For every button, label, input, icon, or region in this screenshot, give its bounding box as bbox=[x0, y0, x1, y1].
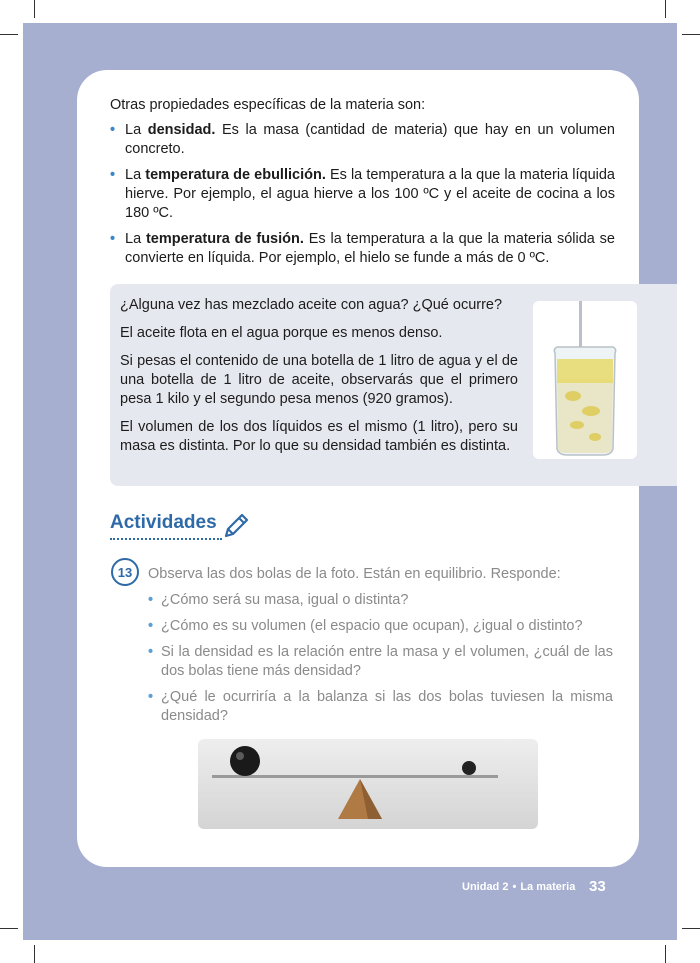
large-ball bbox=[230, 746, 260, 776]
bullet-dot: • bbox=[148, 618, 154, 634]
properties-list bbox=[110, 121, 615, 268]
bullet-dot: • bbox=[110, 122, 116, 138]
balance-photo bbox=[198, 739, 538, 829]
term-ebullicion: temperatura de ebullición. bbox=[145, 167, 326, 183]
water-layer bbox=[557, 379, 613, 453]
oil-layer bbox=[557, 359, 613, 383]
oil-drop bbox=[565, 391, 581, 401]
info-paragraph: Si pesas el contenido de una botella de 1 litro de agua y el de una botella de 1 litro de aceite, observarás que el primero pesa 1 kilo y el segundo pesa menos (920 gramos). bbox=[120, 353, 518, 407]
oil-drop bbox=[570, 421, 584, 429]
intro-section bbox=[110, 96, 615, 275]
activities-heading: Actividades bbox=[110, 512, 217, 533]
footer-topic: La materia bbox=[520, 881, 576, 893]
term-densidad: densidad. bbox=[147, 122, 216, 138]
info-paragraph: ¿Alguna vez has mezclado aceite con agua? ¿Qué ocurre? bbox=[120, 297, 503, 313]
crop-mark bbox=[0, 928, 18, 929]
question-item: • ¿Cómo es su volumen (el espacio que ocupan), ¿igual o distinto? bbox=[148, 618, 583, 634]
page-number: 33 bbox=[589, 878, 606, 895]
crop-mark bbox=[665, 945, 666, 963]
bullet-dot: • bbox=[148, 689, 154, 705]
bullet-dot: • bbox=[148, 644, 154, 660]
list-item: • La densidad. Es la masa (cantidad de materia) que hay en un volumen concreto. bbox=[110, 122, 615, 157]
crop-mark bbox=[34, 945, 35, 963]
heading-underline bbox=[110, 538, 222, 540]
balance-illustration bbox=[198, 739, 538, 829]
question-list bbox=[148, 591, 613, 733]
oil-drop bbox=[589, 433, 601, 441]
info-box-text bbox=[120, 296, 518, 465]
exercise-number-badge: 13 bbox=[111, 558, 139, 586]
question-item: • ¿Cómo será su masa, igual o distinta? bbox=[148, 592, 409, 608]
footer-unit bbox=[462, 881, 575, 893]
crop-mark bbox=[682, 928, 700, 929]
balance-beam bbox=[212, 775, 498, 778]
list-item: • La temperatura de ebullición. Es la temperatura a la que la materia líquida hierve. Por ejemplo, el agua hierve a los 100 ºC y el aceite de cocina a los 180 ºC. bbox=[110, 167, 615, 221]
bullet-dot: • bbox=[110, 167, 116, 183]
crop-mark bbox=[665, 0, 666, 18]
question-item: • ¿Qué le ocurriría a la balanza si las dos bolas tuviesen la misma densidad? bbox=[148, 689, 613, 724]
list-item: • La temperatura de fusión. Es la temperatura a la que la materia sólida se convierte en líquida. Por ejemplo, el hielo se funde a más de 0 ºC. bbox=[110, 231, 615, 266]
bullet-dot: • bbox=[148, 592, 154, 608]
exercise-statement: Observa las dos bolas de la foto. Están en equilibrio. Responde: bbox=[148, 566, 561, 582]
crop-mark bbox=[0, 34, 18, 35]
bullet-dot: • bbox=[110, 231, 116, 247]
crop-mark bbox=[682, 34, 700, 35]
oil-drop bbox=[582, 406, 600, 416]
term-fusion: temperatura de fusión. bbox=[145, 231, 304, 247]
pencil-icon bbox=[220, 510, 252, 542]
info-paragraph: El aceite flota en el agua porque es menos denso. bbox=[120, 325, 443, 341]
footer-unit-label: Unidad 2 bbox=[462, 881, 509, 893]
footer-separator: • bbox=[512, 881, 517, 893]
info-paragraph: El volumen de los dos líquidos es el mismo (1 litro), pero su masa es distinta. Por lo que su densidad también es distinta. bbox=[120, 419, 518, 454]
small-ball bbox=[462, 761, 476, 775]
intro-lead: Otras propiedades específicas de la materia son: bbox=[110, 97, 426, 113]
glass-illustration bbox=[533, 301, 637, 459]
ball-highlight bbox=[236, 752, 244, 760]
crop-mark bbox=[34, 0, 35, 18]
oil-water-photo bbox=[533, 301, 637, 459]
question-item: • Si la densidad es la relación entre la masa y el volumen, ¿cuál de las dos bolas tiene más densidad? bbox=[148, 644, 613, 679]
